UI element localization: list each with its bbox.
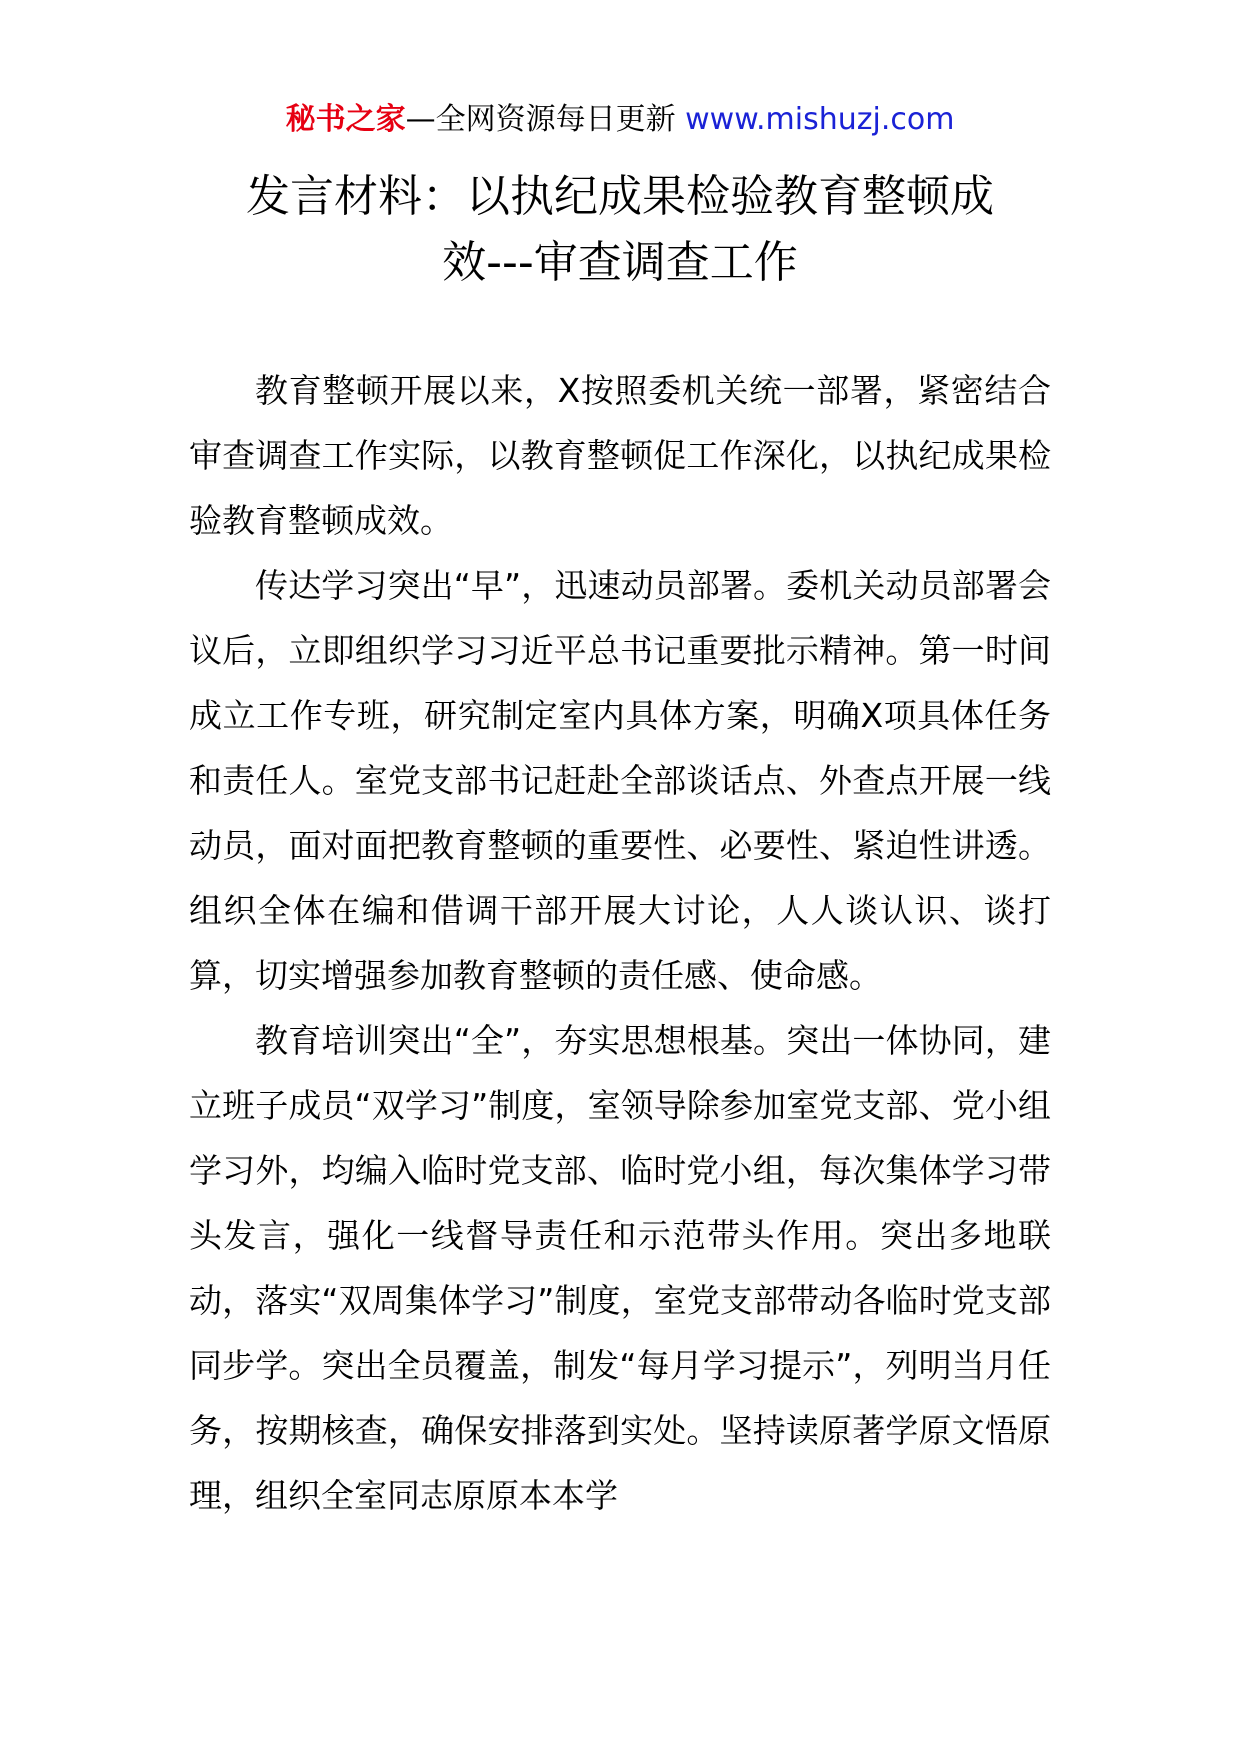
body-paragraph: 教育整顿开展以来，X按照委机关统一部署，紧密结合审查调查工作实际，以教育整顿促工作深化，以执纪成果检验教育整顿成效。 [189, 371, 1051, 540]
site-header [0, 100, 1240, 140]
document-title [150, 164, 1090, 296]
body-paragraph: 教育培训突出“全”，夯实思想根基。突出一体协同，建立班子成员“双学习”制度，室领导除参加室党支部、党小组学习外，均编入临时党支部、临时党小组，每次集体学习带头发言，强化一线督导责任和示范带头作用。突出多地联动，落实“双周集体学习”制度，室党支部带动各临时党支部同步学。突出全员覆盖，制发“每月学习提示”，列明当月任务，按期核查，确保安排落到实处。坚持读原著学原文悟原理，组织全室同志原原本本学 [189, 1021, 1051, 1515]
site-tagline: —全网资源每日更新 [405, 102, 676, 137]
title-line-1: 发言材料：以执纪成果检验教育整顿成 [246, 171, 994, 222]
document-body [189, 358, 1051, 1528]
body-paragraph: 传达学习突出“早”，迅速动员部署。委机关动员部署会议后，立即组织学习习近平总书记重要批示精神。第一时间成立工作专班，研究制定室内具体方案，明确X项具体任务和责任人。室党支部书记赶赴全部谈话点、外查点开展一线动员，面对面把教育整顿的重要性、必要性、紧迫性讲透。组织全体在编和借调干部开展大讨论，人人谈认识、谈打算，切实增强参加教育整顿的责任感、使命感。 [189, 566, 1051, 995]
site-brand: 秘书之家 [285, 102, 406, 137]
title-line-2: 效---审查调查工作 [442, 237, 798, 288]
site-url-link[interactable]: www.mishuzj.com [685, 102, 955, 137]
